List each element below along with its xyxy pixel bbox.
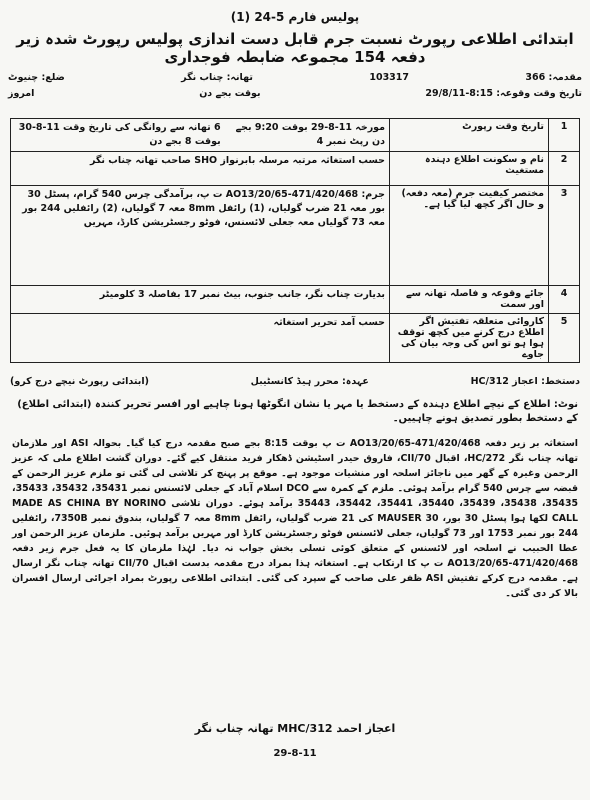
report-date-time: مورخہ 11-8-29 بوقت 9:20 بجے دن رپٹ نمبر 4 — [235, 122, 385, 147]
form-row — [11, 286, 580, 314]
fir-form-table — [10, 118, 580, 363]
occurrence-date-time: تاریخ وقت وقوعہ: 8:15-29/8/11 — [425, 88, 582, 99]
row-value: حسب استغاثہ مرتبہ مرسلہ بابرنواز SHO صاحب تھانہ چناب نگر — [11, 152, 390, 186]
signature-row — [10, 376, 580, 387]
note-text: نوٹ: اطلاع کے نیچے اطلاع دہندہ کے دستخط یا مہر یا نشان انگوٹھا ہونا چاہیے اور افسر تحریر کنندہ (ابتدائی اطلاع) کے دستخط بطور تصدیق ہونے چاہییں۔ — [17, 399, 578, 424]
fir-number: 103317 — [369, 72, 410, 83]
day-label: بوقت بجے دن — [199, 88, 261, 99]
row-number: 3 — [549, 186, 580, 286]
case-number: مقدمہ: 366 — [525, 72, 582, 83]
document-title: ابتدائی اطلاعی رپورٹ نسبت جرم قابل دست اندازی پولیس رپورٹ شدہ زیر دفعہ 154 مجموعہ ضابطہ فوجداری — [16, 30, 574, 66]
meta-row-2 — [8, 88, 582, 99]
today-label: امروز — [8, 88, 35, 99]
writer-rank: عہدہ: محرر ہیڈ کانسٹیبل — [250, 376, 369, 387]
row-number: 1 — [549, 119, 580, 152]
row-label: کاروائی متعلقہ تفتیش اگر اطلاع درج کرنے میں کچھ توقف ہوا ہو تو اس کی وجہ بیان کی جاوے — [390, 314, 549, 363]
row-label: مختصر کیفیت جرم (معہ دفعہ) و حال اگر کچھ لیا گیا ہے۔ — [390, 186, 549, 286]
meta-row — [8, 72, 582, 83]
row-label: جائے وقوعہ و فاصلہ تھانہ سے اور سمت — [390, 286, 549, 314]
row-label: تاریخ وقت رپورٹ — [390, 119, 549, 152]
row-number: 4 — [549, 286, 580, 314]
signature-date: 29-8-11 — [273, 748, 317, 759]
district: ضلع: چنیوٹ — [8, 72, 65, 83]
row-label: نام و سکونت اطلاع دہندہ مستغیث — [390, 152, 549, 186]
form-number: پولیس فارم 5-24 (1) — [230, 10, 360, 24]
row-value — [11, 119, 390, 152]
write-below-note: (ابتدائی رپورٹ نیچے درج کرو) — [10, 376, 149, 387]
form-row — [11, 186, 580, 286]
form-row — [11, 119, 580, 152]
form-row — [11, 314, 580, 363]
police-station: تھانہ: چناب نگر — [181, 72, 253, 83]
row-number: 5 — [549, 314, 580, 363]
row-value: جرم: 471/420/468-AO13/20/65 ت پ، برآمدگی چرس 540 گرام، پسٹل 30 بور معہ 21 ضرب گولیاں، (1) رائفل 8mm معہ 7 گولیاں، (2) رائفلیں 244 بور معہ 73 گولیاں معہ جعلی لائسنس، فوٹو رجسٹریشن کارڈ، مہریں — [11, 186, 390, 286]
row-number: 2 — [549, 152, 580, 186]
writer-signature: دستخط: اعجاز HC/312 — [470, 376, 580, 387]
form-row — [11, 152, 580, 186]
officer-signature: اعجاز احمد 312/MHC تھانہ چناب نگر — [194, 722, 396, 735]
departure-date-time: 6 تھانہ سے روانگی کی تاریخ وقت 11-8-30 بوقت 8 بجے دن — [18, 122, 221, 147]
row-value: بدیارت چناب نگر، جانب جنوب، بیٹ نمبر 17 بفاصلہ 3 کلومیٹر — [11, 286, 390, 314]
report-body: استغاثہ بر زیر دفعہ 471/420/468-AO13/20/65 ت پ بوقت 8:15 بجے صبح مقدمہ درج کیا گیا۔ بحوالہ ASI اور ملازمان تھانہ چناب نگر 272/HC، اقبال 70/CII، فاروق حیدر اسٹیشن ڈھکار فرید منتقل کیے گئے۔ دوران گشت اطلاع ملی کہ عزیز الرحمن وغیرہ کے گھر میں ناجائز اسلحہ اور منشیات موجود ہے۔ موقع پر پہنچ کر تلاشی لی گئی تو ملزم عزیز الرحمن کے قبضہ سے چرس 540 گرام برآمد ہوئی۔ ملزم کے کمرہ سے DCO اسلام آباد کے جعلی لائسنس نمبر 35431، 35432، 35433، 35435، 35438، 35439، 35440، 35441، 35442، 35443 برآمد ہوئے۔ دوران تلاشی MADE AS CHINA BY NORINO CALL لکھا ہوا پسٹل 30 بور، 30 MAUSER کی 21 ضرب گولیاں، رائفل 8mm معہ 7 گولیاں، بندوق نمبر 7350B، رائفلیں 244 بور نمبر 1753 اور 73 گولیاں، جعلی لائسنس فوٹو رجسٹریشن کارڈ اور مہریں برآمد ہوئیں۔ ملزمان عزیز الرحمن اور عطا الحبیب نے اسلحہ اور لائسنس کے متعلق کوئی تسلی بخش جواب نہ دیا۔ لہٰذا ملزمان کا یہ فعل جرم زیر دفعہ 471/420/468-AO13/20/65 ت پ کا ارتکاب ہے۔ استغاثہ ہذا بمراد درج مقدمہ بدست اقبال 70/CII تھانہ چناب نگر ارسال ہے۔ مقدمہ درج کرکے تفتیش ASI ظفر علی صاحب کے سپرد کی گئی۔ ابتدائی اطلاعی رپورٹ بمراد اجرائی ارسال افسران بالا کر دی گئی۔ — [12, 438, 579, 599]
row-value: حسب آمد تحریر استغاثہ — [11, 314, 390, 363]
